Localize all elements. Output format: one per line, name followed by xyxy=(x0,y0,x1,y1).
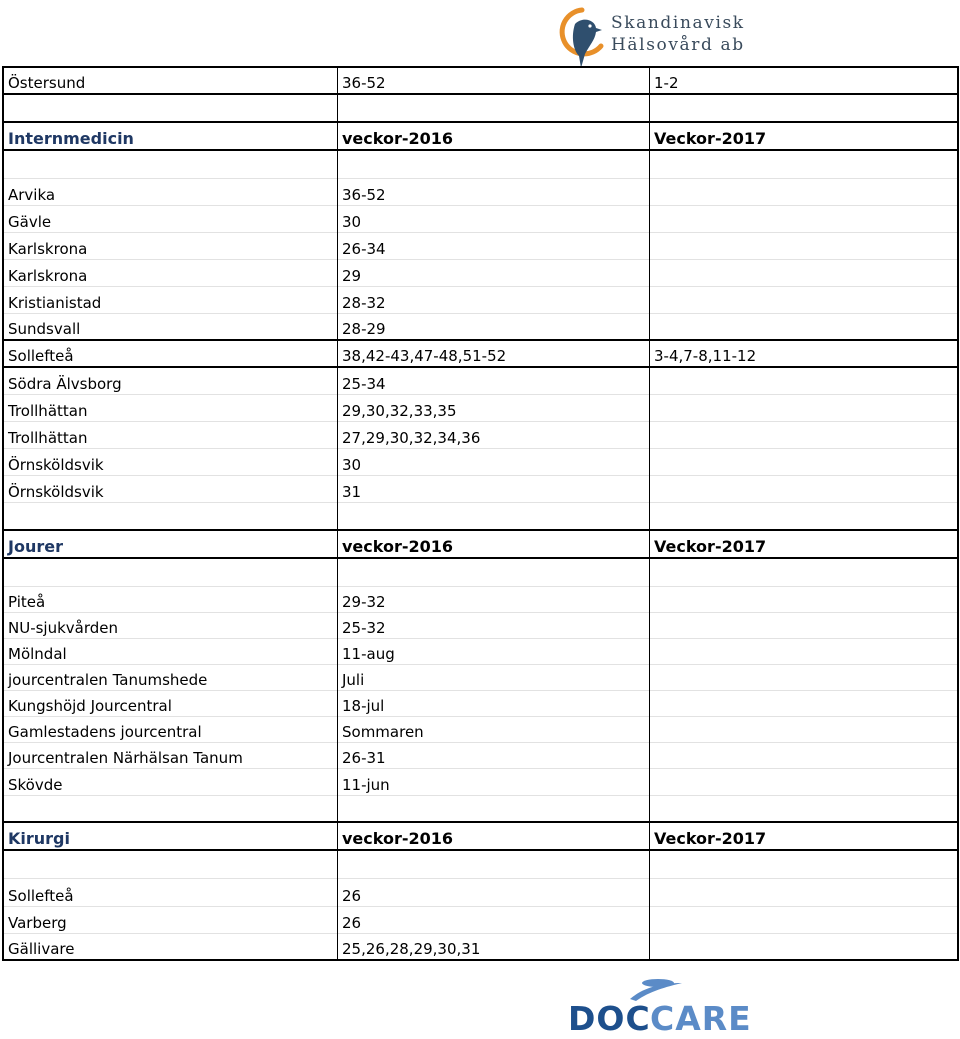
weeks-2016-cell: 28-29 xyxy=(338,313,650,340)
weeks-2017-cell: 3-4,7-8,11-12 xyxy=(650,340,959,367)
location-cell xyxy=(3,150,338,178)
weeks-2017-cell xyxy=(650,586,959,612)
table-row xyxy=(3,612,958,638)
weeks-2017-cell xyxy=(650,313,959,340)
location-cell: Sollefteå xyxy=(3,340,338,367)
year-2016-header: veckor-2016 xyxy=(338,822,650,850)
location-cell: Karlskrona xyxy=(3,232,338,259)
section-title: Internmedicin xyxy=(3,122,338,150)
weeks-2017-cell xyxy=(650,475,959,502)
weeks-2017-cell xyxy=(650,448,959,475)
weeks-2016-cell: 30 xyxy=(338,448,650,475)
blank-row xyxy=(3,558,958,586)
weeks-2017-cell xyxy=(650,150,959,178)
weeks-2017-cell xyxy=(650,612,959,638)
location-cell xyxy=(3,502,338,530)
location-cell xyxy=(3,558,338,586)
weeks-2017-cell xyxy=(650,878,959,906)
weeks-2016-cell xyxy=(338,795,650,822)
location-cell: Kristianistad xyxy=(3,286,338,313)
location-cell: Örnsköldsvik xyxy=(3,448,338,475)
year-2017-header: Veckor-2017 xyxy=(650,122,959,150)
weeks-2016-cell xyxy=(338,150,650,178)
table-row xyxy=(3,394,958,421)
weeks-2017-cell xyxy=(650,178,959,205)
table-row xyxy=(3,638,958,664)
location-cell: Piteå xyxy=(3,586,338,612)
weeks-2016-cell: 29-32 xyxy=(338,586,650,612)
weeks-2017-cell xyxy=(650,286,959,313)
location-cell: NU-sjukvården xyxy=(3,612,338,638)
logo-text-line2: Hälsovård ab xyxy=(611,35,745,55)
table-row xyxy=(3,232,958,259)
weeks-2016-cell: Juli xyxy=(338,664,650,690)
weeks-2016-cell xyxy=(338,502,650,530)
year-2017-header: Veckor-2017 xyxy=(650,530,959,558)
table-row xyxy=(3,878,958,906)
blank-row xyxy=(3,150,958,178)
table-row xyxy=(3,367,958,394)
location-cell xyxy=(3,795,338,822)
weeks-2016-cell: 25,26,28,29,30,31 xyxy=(338,933,650,960)
weeks-2017-cell xyxy=(650,94,959,122)
location-cell: Östersund xyxy=(3,67,338,94)
logo-doc-text: DOC xyxy=(568,999,651,1038)
weeks-2016-cell: 31 xyxy=(338,475,650,502)
table-row xyxy=(3,906,958,933)
location-cell: Kungshöjd Jourcentral xyxy=(3,690,338,716)
weeks-2017-cell xyxy=(650,768,959,795)
weeks-2017-cell xyxy=(650,394,959,421)
location-cell: Arvika xyxy=(3,178,338,205)
section-header-row xyxy=(3,122,958,150)
weeks-2017-cell: 1-2 xyxy=(650,67,959,94)
table-row xyxy=(3,933,958,960)
skandinavisk-halsovard-logo xyxy=(555,4,765,70)
weeks-2017-cell xyxy=(650,933,959,960)
blank-row xyxy=(3,795,958,822)
location-cell: Mölndal xyxy=(3,638,338,664)
table-row xyxy=(3,259,958,286)
weeks-2016-cell: 28-32 xyxy=(338,286,650,313)
table-row xyxy=(3,421,958,448)
year-2017-header: Veckor-2017 xyxy=(650,822,959,850)
table-row xyxy=(3,205,958,232)
section-header-row xyxy=(3,530,958,558)
weeks-2016-cell: 27,29,30,32,34,36 xyxy=(338,421,650,448)
location-cell: Gamlestadens jourcentral xyxy=(3,716,338,742)
location-cell: Södra Älvsborg xyxy=(3,367,338,394)
weeks-2017-cell xyxy=(650,795,959,822)
location-cell: Varberg xyxy=(3,906,338,933)
location-cell xyxy=(3,94,338,122)
weeks-2016-cell xyxy=(338,94,650,122)
weeks-2017-cell xyxy=(650,664,959,690)
weeks-2016-cell: 26-31 xyxy=(338,742,650,768)
weeks-2016-cell: 11-aug xyxy=(338,638,650,664)
location-cell xyxy=(3,850,338,878)
table-row xyxy=(3,664,958,690)
weeks-2016-cell: 18-jul xyxy=(338,690,650,716)
weeks-2016-cell xyxy=(338,850,650,878)
year-2016-header: veckor-2016 xyxy=(338,530,650,558)
weeks-2016-cell: 26-34 xyxy=(338,232,650,259)
blank-row xyxy=(3,502,958,530)
weeks-2017-cell xyxy=(650,502,959,530)
weeks-2016-cell xyxy=(338,558,650,586)
weeks-2016-cell: 36-52 xyxy=(338,178,650,205)
weeks-2017-cell xyxy=(650,742,959,768)
location-cell: Jourcentralen Närhälsan Tanum xyxy=(3,742,338,768)
location-cell: Gällivare xyxy=(3,933,338,960)
weeks-2017-cell xyxy=(650,205,959,232)
weeks-2017-cell xyxy=(650,558,959,586)
location-cell: Trollhättan xyxy=(3,394,338,421)
location-cell: Sundsvall xyxy=(3,313,338,340)
weeks-2016-cell: 30 xyxy=(338,205,650,232)
weeks-2017-cell xyxy=(650,232,959,259)
weeks-2016-cell: 29 xyxy=(338,259,650,286)
table-row xyxy=(3,313,958,340)
section-title: Jourer xyxy=(3,530,338,558)
table-row xyxy=(3,178,958,205)
table-row xyxy=(3,742,958,768)
weeks-2016-cell: Sommaren xyxy=(338,716,650,742)
weeks-2016-cell: 26 xyxy=(338,906,650,933)
blank-row xyxy=(3,94,958,122)
bird-emblem-icon xyxy=(555,6,609,70)
table-row xyxy=(3,690,958,716)
table-row xyxy=(3,768,958,795)
logo-text-line1: Skandinavisk xyxy=(611,13,745,33)
weeks-2017-cell xyxy=(650,259,959,286)
table-row xyxy=(3,448,958,475)
table-row xyxy=(3,286,958,313)
weeks-2017-cell xyxy=(650,850,959,878)
weeks-2017-cell xyxy=(650,690,959,716)
table-row xyxy=(3,716,958,742)
blank-row xyxy=(3,850,958,878)
weeks-2016-cell: 38,42-43,47-48,51-52 xyxy=(338,340,650,367)
weeks-2016-cell: 25-34 xyxy=(338,367,650,394)
logo-care-text: CARE xyxy=(650,999,752,1038)
section-header-row xyxy=(3,822,958,850)
table-row xyxy=(3,475,958,502)
weeks-2016-cell: 25-32 xyxy=(338,612,650,638)
table-row xyxy=(3,67,958,94)
weeks-2016-cell: 29,30,32,33,35 xyxy=(338,394,650,421)
weeks-2017-cell xyxy=(650,906,959,933)
doc-care-logo xyxy=(566,975,751,1037)
location-cell: jourcentralen Tanumshede xyxy=(3,664,338,690)
location-cell: Örnsköldsvik xyxy=(3,475,338,502)
location-cell: Sollefteå xyxy=(3,878,338,906)
weeks-2017-cell xyxy=(650,638,959,664)
location-cell: Skövde xyxy=(3,768,338,795)
location-cell: Gävle xyxy=(3,205,338,232)
placement-table xyxy=(2,66,959,961)
weeks-2017-cell xyxy=(650,367,959,394)
weeks-2016-cell: 36-52 xyxy=(338,67,650,94)
weeks-2016-cell: 26 xyxy=(338,878,650,906)
weeks-2017-cell xyxy=(650,716,959,742)
location-cell: Trollhättan xyxy=(3,421,338,448)
table-row xyxy=(3,340,958,367)
location-cell: Karlskrona xyxy=(3,259,338,286)
year-2016-header: veckor-2016 xyxy=(338,122,650,150)
section-title: Kirurgi xyxy=(3,822,338,850)
table-row xyxy=(3,586,958,612)
weeks-2017-cell xyxy=(650,421,959,448)
weeks-2016-cell: 11-jun xyxy=(338,768,650,795)
